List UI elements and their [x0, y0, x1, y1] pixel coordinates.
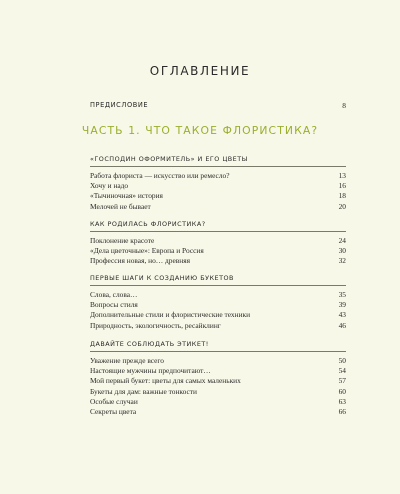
section-divider — [90, 166, 346, 167]
toc-entry[interactable] — [90, 376, 346, 386]
entry-page: 20 — [338, 201, 346, 211]
toc-section — [90, 273, 346, 331]
section-heading: ПЕРВЫЕ ШАГИ К СОЗДАНИЮ БУКЕТОВ — [90, 274, 234, 282]
toc-entry[interactable] — [90, 290, 346, 300]
toc-title: ОГЛАВЛЕНИЕ — [149, 64, 251, 78]
toc-section — [90, 219, 346, 267]
entry-page: 35 — [338, 290, 346, 299]
preface-entry[interactable] — [90, 101, 346, 110]
entry-page: 30 — [338, 246, 346, 256]
toc-entry[interactable] — [90, 397, 346, 407]
entry-label: Хочу и надо — [90, 181, 129, 191]
toc-entry[interactable] — [90, 310, 346, 320]
entry-page: 43 — [338, 310, 346, 320]
entry-page: 39 — [338, 300, 346, 310]
entry-page: 66 — [338, 406, 346, 416]
toc-entry[interactable] — [90, 171, 346, 181]
toc-entry[interactable] — [90, 246, 346, 256]
entry-label: Дополнительные стили и флористические техники — [90, 310, 251, 320]
entry-page: 46 — [338, 320, 346, 330]
section-heading: ДАВАЙТЕ СОБЛЮДАТЬ ЭТИКЕТ! — [90, 340, 209, 348]
entry-label: Букеты для дам: важные тонкости — [90, 386, 197, 396]
toc-section — [90, 154, 346, 212]
entry-page: 24 — [338, 236, 346, 245]
entry-page: 13 — [338, 171, 346, 180]
toc-entry[interactable] — [90, 181, 346, 191]
entry-label: Вопросы стиля — [90, 300, 138, 310]
section-divider — [90, 285, 346, 286]
entry-page: 54 — [338, 366, 346, 376]
entry-page: 50 — [338, 356, 346, 365]
part-title: ЧАСТЬ 1. ЧТО ТАКОЕ ФЛОРИСТИКА? — [81, 124, 319, 137]
entry-label: Слова, слова… — [90, 290, 138, 299]
toc-entry[interactable] — [90, 356, 346, 366]
section-heading: «ГОСПОДИН ОФОРМИТЕЛЬ» И ЕГО ЦВЕТЫ — [90, 155, 248, 163]
entry-page: 16 — [338, 181, 346, 191]
entry-label: Мелочей не бывает — [90, 201, 151, 211]
entry-page: 60 — [338, 386, 346, 396]
entry-label: Природность, экологичность, ресайклинг — [90, 320, 221, 330]
section-divider — [90, 351, 346, 352]
entry-label: Мой первый букет: цветы для самых маленьких — [90, 376, 241, 386]
section-divider — [90, 231, 346, 232]
preface-page: 8 — [342, 101, 346, 110]
entry-page: 57 — [338, 376, 346, 386]
entry-label: «Тычиночная» история — [90, 191, 163, 201]
entry-label: Поклонение красоте — [90, 236, 155, 245]
toc-entry[interactable] — [90, 366, 346, 376]
section-heading: КАК РОДИЛАСЬ ФЛОРИСТИКА? — [90, 220, 206, 228]
toc-entry[interactable] — [90, 191, 346, 201]
toc-entry[interactable] — [90, 321, 346, 331]
entry-page: 18 — [338, 191, 346, 201]
preface-label: ПРЕДИСЛОВИЕ — [90, 101, 149, 109]
entry-label: Настоящие мужчины предпочитают… — [90, 366, 211, 376]
entry-label: Работа флориста — искусство или ремесло? — [90, 171, 230, 180]
entry-page: 63 — [338, 396, 346, 406]
toc-section — [90, 339, 346, 417]
toc-entry[interactable] — [90, 407, 346, 417]
toc-entry[interactable] — [90, 202, 346, 212]
toc-entry[interactable] — [90, 236, 346, 246]
entry-label: Профессия новая, но… древняя — [90, 256, 191, 266]
entry-label: «Дела цветочные»: Европа и Россия — [90, 246, 204, 256]
entry-label: Секреты цвета — [90, 406, 137, 416]
entry-label: Уважение прежде всего — [90, 356, 164, 365]
entry-page: 32 — [338, 256, 346, 266]
toc-entry[interactable] — [90, 300, 346, 310]
toc-entry[interactable] — [90, 256, 346, 266]
toc-entry[interactable] — [90, 387, 346, 397]
entry-label: Особые случаи — [90, 396, 138, 406]
